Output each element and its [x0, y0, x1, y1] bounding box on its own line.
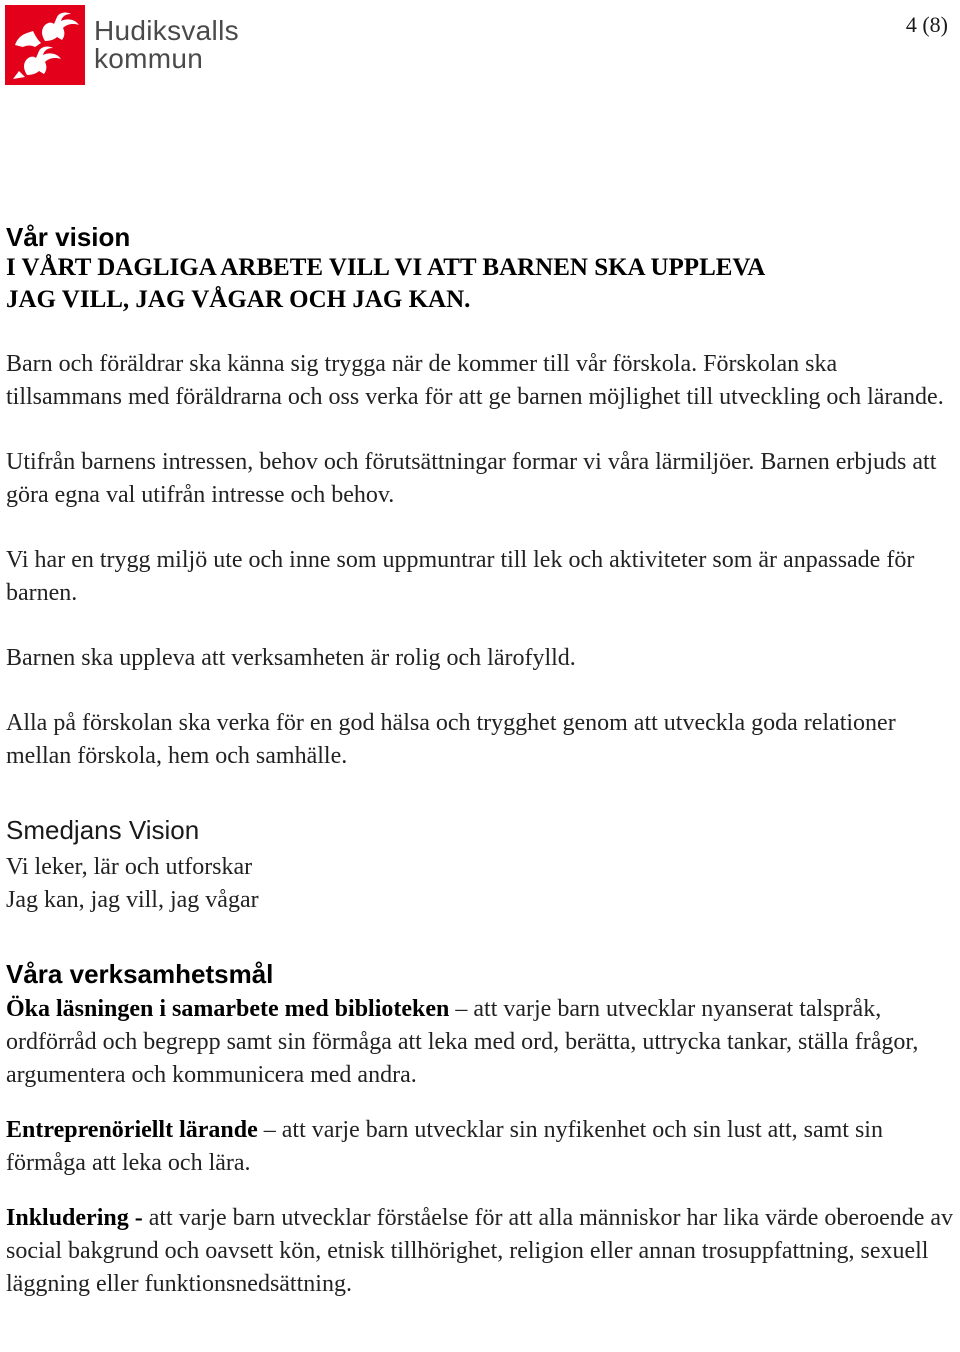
- document-body: [6, 222, 956, 1301]
- goal-title: Inkludering -: [6, 1205, 143, 1231]
- goal-item: [6, 1114, 956, 1180]
- vision-heading: Vår vision: [6, 222, 131, 252]
- vision-paragraph-1: Barn och föräldrar ska känna sig trygga när de kommer till vår förskola. Förskolan ska tillsammans med föräldrarna och oss verka för att ge barnen möjlighet till utveckling och lärande.: [6, 351, 944, 410]
- goal-item: [6, 1202, 956, 1301]
- vision-motto-line-2: JAG VILL, JAG VÅGAR OCH JAG KAN.: [6, 286, 471, 313]
- vision-paragraph-4: Barnen ska uppleva att verksamheten är rolig och lärofylld.: [6, 645, 576, 671]
- page-number: 4 (8): [905, 12, 948, 37]
- goal-item: [6, 993, 956, 1092]
- goal-text: – att varje barn utvecklar sin nyfikenhet och sin lust att, samt sin förmåga att leka och lära.: [6, 1117, 883, 1176]
- logo-line-1: Hudiksvalls: [94, 15, 239, 46]
- goal-text: – att varje barn utvecklar nyanserat talspråk, ordförråd och begrepp samt sin förmåga att leka med ord, berätta, uttrycka tankar, ställa frågor, argumentera och kommunicera med andra.: [6, 996, 919, 1088]
- smedjan-line-1: Vi leker, lär och utforskar: [6, 854, 253, 880]
- goat-emblem-icon: [5, 5, 85, 85]
- municipality-logo: [5, 5, 239, 85]
- goal-text: att varje barn utvecklar förståelse för att alla människor har lika värde oberoende av social bakgrund och oavsett kön, etnisk tillhörighet, religion eller annan trosuppfattning, sexuell läggning eller funktionsnedsättning.: [6, 1205, 954, 1297]
- vision-motto-line-1: I VÅRT DAGLIGA ARBETE VILL VI ATT BARNEN SKA UPPLEVA: [6, 254, 766, 281]
- vision-paragraph-3: Vi har en trygg miljö ute och inne som uppmuntrar till lek och aktiviteter som är anpassade för barnen.: [6, 547, 915, 606]
- logo-line-2: kommun: [94, 43, 204, 74]
- vision-paragraph-5: Alla på förskolan ska verka för en god hälsa och trygghet genom att utveckla goda relationer mellan förskola, hem och samhälle.: [6, 710, 896, 769]
- goal-title: Entreprenöriellt lärande: [6, 1117, 258, 1143]
- logo-wordmark: [94, 17, 239, 73]
- smedjan-heading: Smedjans Vision: [6, 815, 200, 845]
- goal-title: Öka läsningen i samarbete med biblioteken: [6, 996, 450, 1022]
- goals-heading: Våra verksamhetsmål: [6, 959, 274, 989]
- smedjan-line-2: Jag kan, jag vill, jag vågar: [6, 887, 259, 913]
- vision-paragraph-2: Utifrån barnens intressen, behov och förutsättningar formar vi våra lärmiljöer. Barnen erbjuds att göra egna val utifrån intresse och behov.: [6, 449, 937, 508]
